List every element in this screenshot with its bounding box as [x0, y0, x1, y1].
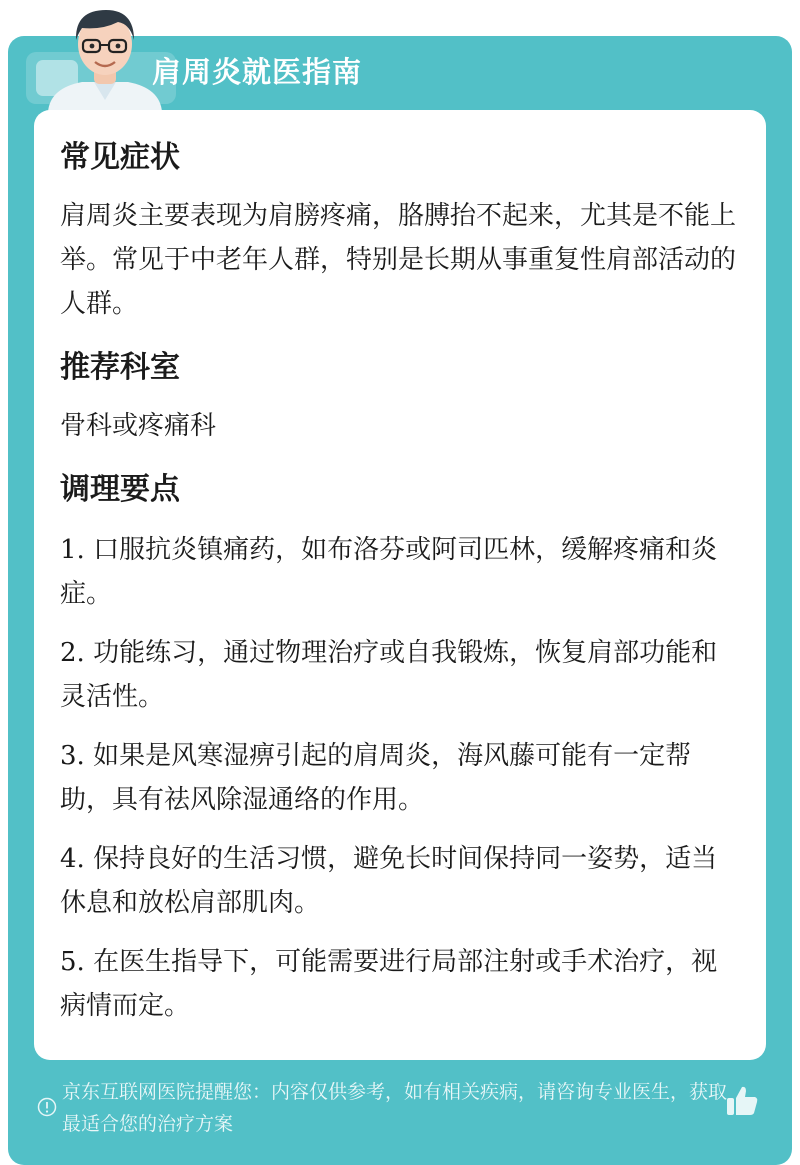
list-number: 4. — [60, 844, 85, 874]
list-text: 功能练习，通过物理治疗或自我锻炼，恢复肩部功能和灵活性。 — [60, 638, 718, 712]
list-item — [60, 528, 740, 616]
list-item — [60, 940, 740, 1028]
list-text: 口服抗炎镇痛药，如布洛芬或阿司匹林，缓解疼痛和炎症。 — [60, 535, 718, 609]
info-icon — [37, 1097, 57, 1117]
list-number: 5. — [60, 947, 85, 977]
list-number: 3. — [60, 741, 85, 771]
list-number: 2. — [60, 638, 85, 668]
symptoms-title: 常见症状 — [60, 140, 180, 175]
disclaimer-text: 京东互联网医院提醒您：内容仅供参考，如有相关疾病，请咨询专业医生，获取最适合您的治疗方案 — [62, 1081, 728, 1135]
list-item — [60, 631, 740, 719]
thumbs-up-icon[interactable] — [724, 1083, 760, 1119]
list-number: 1. — [60, 535, 85, 565]
guide-content — [60, 132, 740, 1043]
list-text: 在医生指导下，可能需要进行局部注射或手术治疗，视病情而定。 — [60, 947, 718, 1021]
list-item — [60, 837, 740, 925]
list-text: 保持良好的生活习惯，避免长时间保持同一姿势，适当休息和放松肩部肌肉。 — [60, 844, 718, 918]
list-item — [60, 734, 740, 822]
page-title: 肩周炎就医指南 — [152, 55, 363, 89]
list-text: 如果是风寒湿痹引起的肩周炎，海风藤可能有一定帮助，具有祛风除湿通络的作用。 — [60, 741, 692, 815]
department-text: 骨科或疼痛科 — [60, 411, 217, 441]
department-title: 推荐科室 — [60, 350, 180, 385]
symptoms-text: 肩周炎主要表现为肩膀疼痛，胳膊抬不起来，尤其是不能上举。常见于中老年人群，特别是长期从事重复性肩部活动的人群。 — [60, 201, 737, 319]
doctor-avatar — [40, 0, 170, 112]
care-title: 调理要点 — [60, 472, 180, 507]
